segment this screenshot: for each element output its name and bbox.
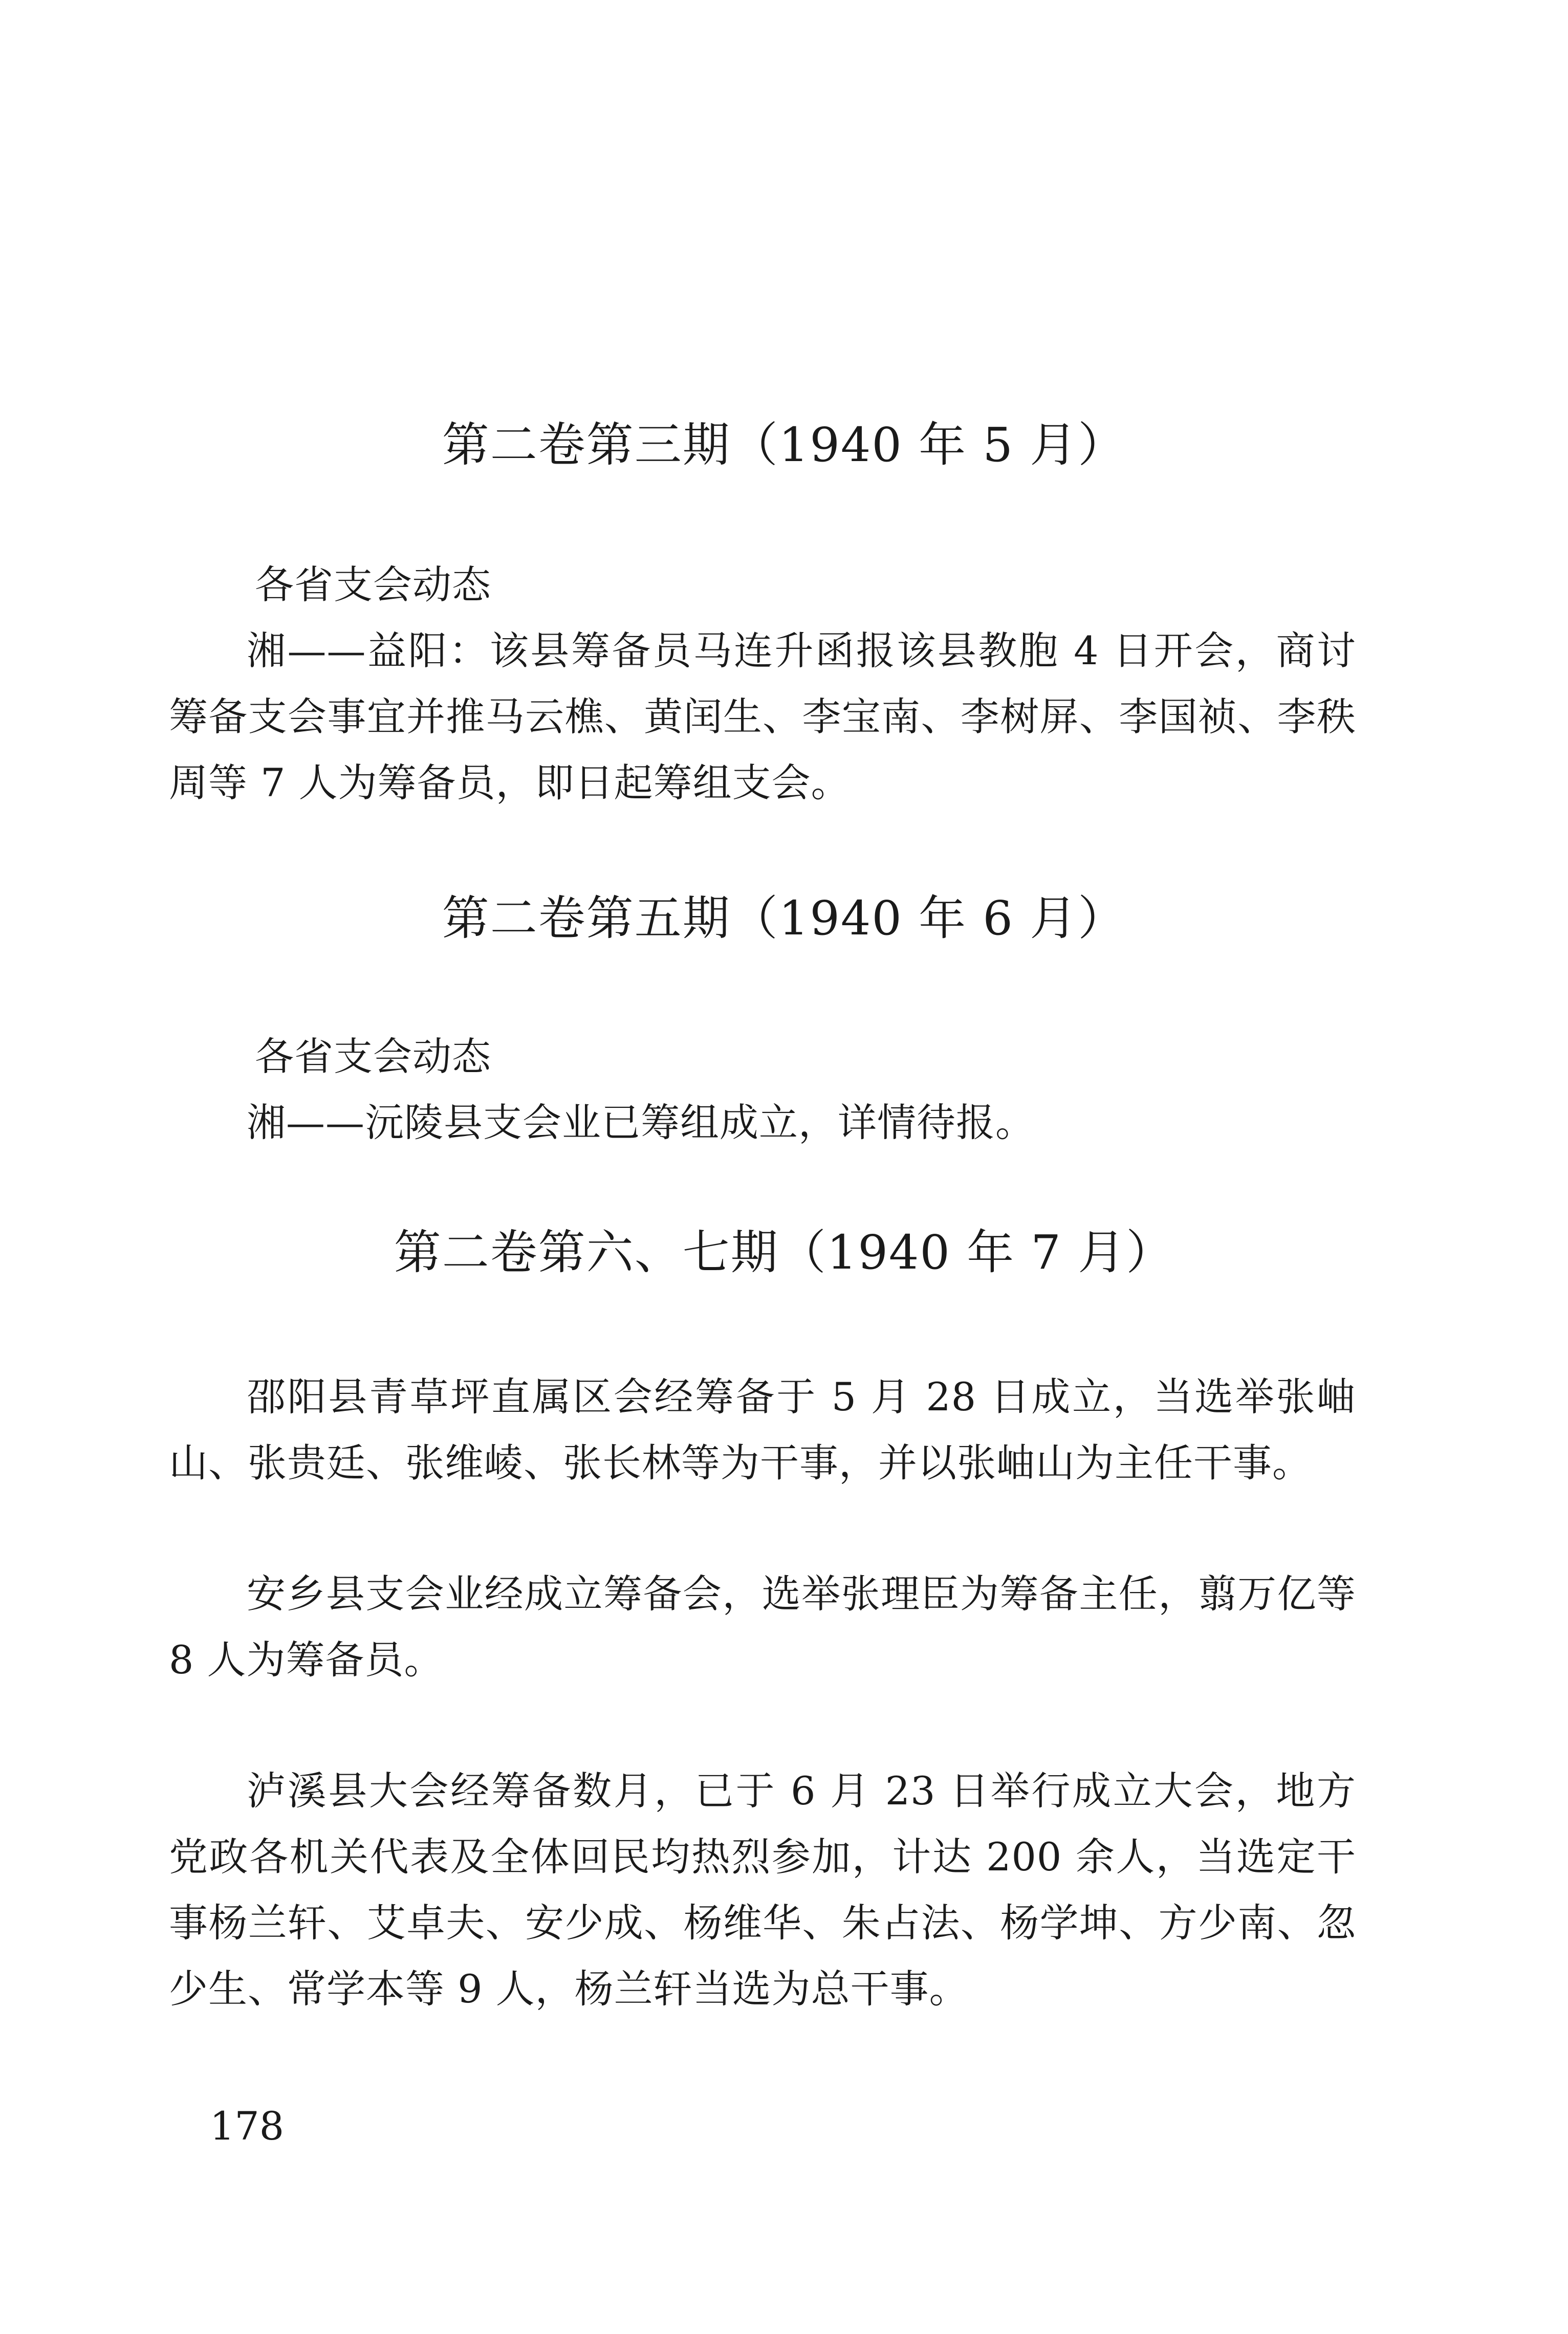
paragraph-shaoyang: 邵阳县青草坪直属区会经筹备于 5 月 28 日成立，当选举张岫山、张贵廷、张维崚、张长林等为干事，并以张岫山为主任干事。 — [169, 1374, 1356, 1486]
paragraph-block-luxi — [169, 1758, 1356, 2022]
section-body-vol2-no5 — [169, 1023, 1356, 1155]
section-title-vol2-no5: 第二卷第五期（1940 年 6 月） — [442, 891, 1126, 946]
section-title-vol2-no6-7: 第二卷第六、七期（1940 年 7 月） — [394, 1225, 1174, 1280]
section-subheading: 各省支会动态 — [255, 562, 491, 607]
paragraph-luxi: 泸溪县大会经筹备数月，已于 6 月 23 日举行成立大会，地方党政各机关代表及全体回民均热烈参加，计达 200 余人，当选定干事杨兰轩、艾卓夫、安少成、杨维华、朱占法、杨学坤、方少南、忽少生、常学本等 9 人，杨兰轩当选为总干事。 — [169, 1768, 1356, 2012]
paragraph-yuanling: 湘——沅陵县支会业已筹组成立，详情待报。 — [247, 1100, 1035, 1145]
paragraph-anxiang: 安乡县支会业经成立筹备会，选举张理臣为筹备主任，翦万亿等 8 人为筹备员。 — [169, 1571, 1356, 1683]
page-number: 178 — [210, 2103, 285, 2149]
paragraph-block-shaoyang — [169, 1364, 1356, 1496]
section-subheading: 各省支会动态 — [255, 1034, 491, 1079]
paragraph-yiyang: 湘——益阳：该县筹备员马连升函报该县教胞 4 日开会，商讨筹备支会事宜并推马云樵、黄闰生、李宝南、李树屏、李国祯、李秩周等 7 人为筹备员，即日起筹组支会。 — [169, 628, 1356, 805]
paragraph-block-anxiang — [169, 1561, 1356, 1693]
section-title-vol2-no3: 第二卷第三期（1940 年 5 月） — [442, 418, 1126, 472]
section-body-vol2-no3 — [169, 552, 1356, 816]
